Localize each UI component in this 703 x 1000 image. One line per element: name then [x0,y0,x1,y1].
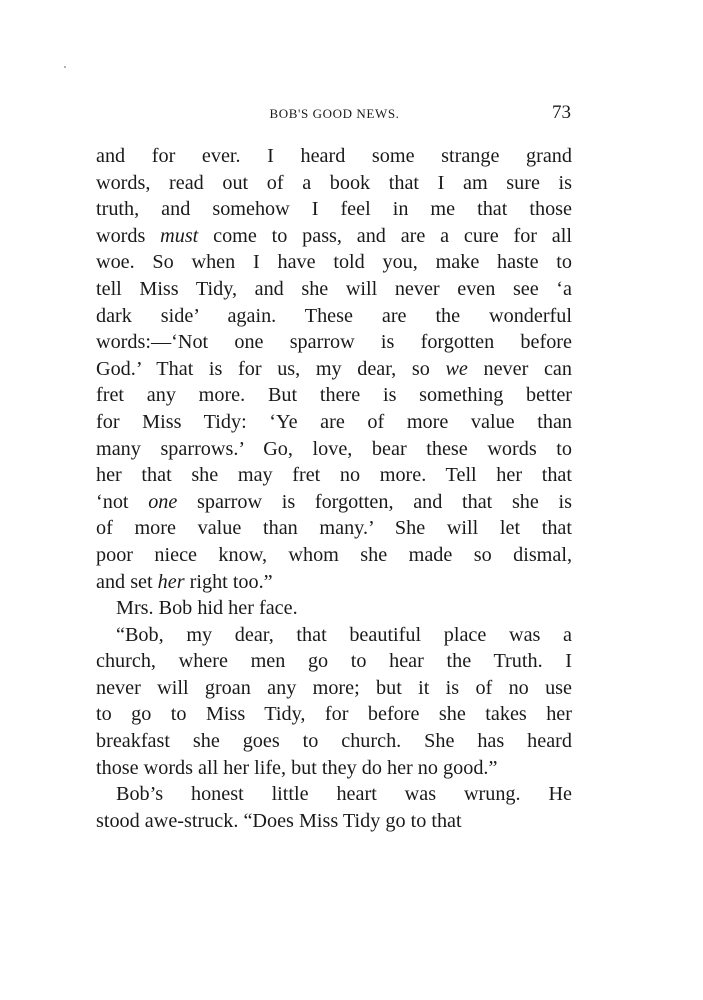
italic-word: her [157,570,185,593]
line-text: church, where men go to hear the Truth. I [96,650,572,673]
italic-word: one [148,490,178,513]
line-text: Bob’s honest little heart was wrung. He [116,783,572,806]
line-text: tell Miss Tidy, and she will never even see ‘a [96,277,572,300]
line-text: words:—‘Not one sparrow is forgotten before [96,331,572,354]
text-line [96,170,572,197]
text-line [96,648,572,675]
text-line [96,356,572,383]
text-line [96,303,572,330]
text-line [96,622,572,649]
text-line [96,569,572,596]
line-text: her that she may fret no more. Tell her that [96,464,572,487]
text-line [96,781,572,808]
text-line [96,595,572,622]
running-title: BOB'S GOOD NEWS. [269,106,400,121]
body-text [96,143,572,834]
line-text: never will groan any more; but it is of no use [96,676,572,699]
text-line [96,196,572,223]
text-line [96,223,572,250]
text-line [96,436,572,463]
italic-word: we [445,357,468,380]
text-line [96,489,572,516]
line-text: come to pass, and are a cure for all [198,224,572,247]
italic-word: must [160,224,199,247]
text-line [96,675,572,702]
line-text: sparrow is forgotten, and that she is [177,490,572,513]
line-text: many sparrows.’ Go, love, bear these words to [96,437,572,460]
line-text: stood awe-struck. “Does Miss Tidy go to that [96,809,462,832]
line-text: never can [467,357,572,380]
text-line [96,143,572,170]
text-line [96,382,572,409]
line-text: “Bob, my dear, that beautiful place was a [116,623,572,646]
text-line [96,515,572,542]
text-line [96,755,572,782]
paper-speck [64,66,66,68]
text-line [96,276,572,303]
text-line [96,808,572,835]
line-text: and set [96,570,158,593]
line-text: words [96,224,161,247]
text-line [96,462,572,489]
line-text: to go to Miss Tidy, for before she takes her [96,703,572,726]
line-text: truth, and somehow I feel in me that those [96,198,572,221]
running-head [96,102,573,128]
line-text: words, read out of a book that I am sure is [96,171,572,194]
line-text: woe. So when I have told you, make haste to [96,251,572,274]
line-text: and for ever. I heard some strange grand [96,145,572,167]
text-line [96,542,572,569]
line-text: God.’ That is for us, my dear, so [96,357,446,380]
line-text: right too.” [184,570,273,593]
line-text: poor niece know, whom she made so dismal, [96,543,572,566]
line-text: fret any more. But there is something better [96,384,572,407]
text-line [96,728,572,755]
text-line [96,249,572,276]
line-text: breakfast she goes to church. She has heard [96,730,572,753]
line-text: those words all her life, but they do her no good.” [96,756,498,779]
line-text: Mrs. Bob hid her face. [116,597,298,620]
line-text: for Miss Tidy: ‘Ye are of more value than [96,410,572,433]
text-line [96,701,572,728]
text-line [96,329,572,356]
line-text: ‘not [96,490,149,513]
line-text: of more value than many.’ She will let that [96,517,572,540]
line-text: dark side’ again. These are the wonderful [96,304,572,327]
text-line [96,409,572,436]
page-number: 73 [552,102,571,123]
